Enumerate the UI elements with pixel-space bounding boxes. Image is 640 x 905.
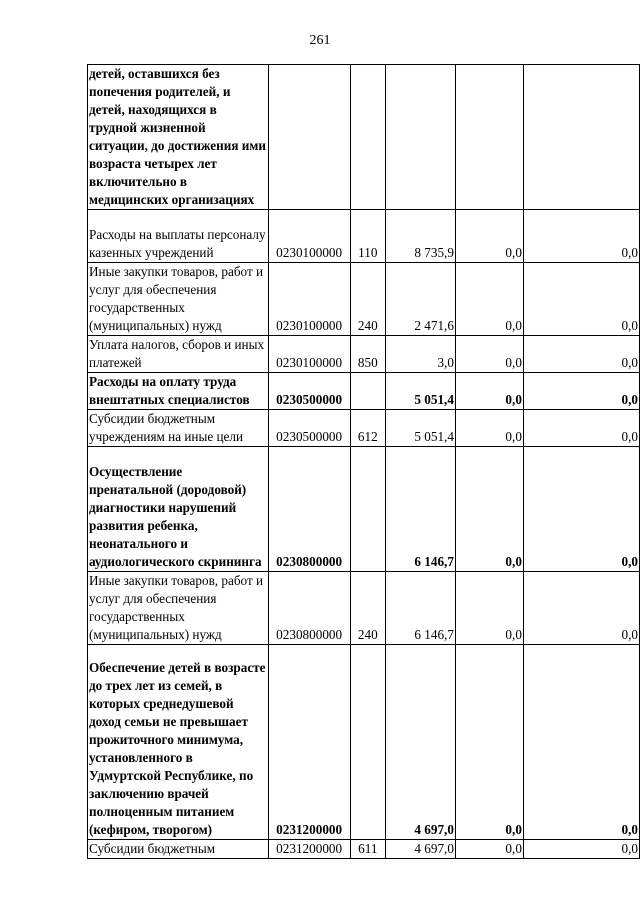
row-amount: 5 051,4	[385, 373, 455, 410]
row-value-3: 0,0	[523, 410, 639, 447]
row-value-3	[523, 65, 639, 210]
row-expense-type	[350, 65, 385, 210]
row-code: 0230100000	[268, 263, 350, 336]
row-name: Иные закупки товаров, работ и услуг для обеспечения государственных (муниципальных) нужд	[88, 572, 269, 645]
row-amount: 4 697,0	[385, 645, 455, 840]
row-code: 0230500000	[268, 410, 350, 447]
row-amount	[385, 65, 455, 210]
row-name: Иные закупки товаров, работ и услуг для обеспечения государственных (муниципальных) нужд	[88, 263, 269, 336]
row-value-3: 0,0	[523, 572, 639, 645]
row-name: Расходы на оплату труда внештатных специалистов	[88, 373, 269, 410]
row-value-2: 0,0	[455, 410, 523, 447]
budget-table	[87, 64, 640, 859]
row-value-2: 0,0	[455, 447, 523, 572]
row-name: Субсидии бюджетным учреждениям на иные цели	[88, 410, 269, 447]
table-row	[88, 210, 640, 263]
row-name-text: детей, оставшихся без попечения родителей, и детей, находящихся в трудной жизненной ситуации, до достижения ими возраста четырех лет включительно в медицинских организациях	[89, 66, 266, 207]
row-value-3: 0,0	[523, 373, 639, 410]
row-value-2: 0,0	[455, 572, 523, 645]
row-value-2: 0,0	[455, 336, 523, 373]
row-value-2: 0,0	[455, 645, 523, 840]
table-row	[88, 263, 640, 336]
row-amount: 8 735,9	[385, 210, 455, 263]
row-value-3: 0,0	[523, 840, 639, 859]
row-name: Расходы на выплаты персоналу казенных учреждений	[88, 210, 269, 263]
row-value-2: 0,0	[455, 263, 523, 336]
row-expense-type: 612	[350, 410, 385, 447]
table-row	[88, 840, 640, 859]
row-expense-type: 611	[350, 840, 385, 859]
row-name: Субсидии бюджетным	[88, 840, 269, 859]
row-code: 0230500000	[268, 373, 350, 410]
row-value-3: 0,0	[523, 645, 639, 840]
row-code: 0230100000	[268, 210, 350, 263]
table-row	[88, 373, 640, 410]
row-value-2: 0,0	[455, 373, 523, 410]
row-expense-type: 850	[350, 336, 385, 373]
row-name: Осуществление пренатальной (дородовой) диагностики нарушений развития ребенка, неонатального и аудиологического скрининга	[88, 447, 269, 572]
table-row	[88, 447, 640, 572]
row-expense-type	[350, 447, 385, 572]
row-amount: 3,0	[385, 336, 455, 373]
table-row	[88, 572, 640, 645]
row-name: Уплата налогов, сборов и иных платежей	[88, 336, 269, 373]
row-expense-type	[350, 373, 385, 410]
row-value-2: 0,0	[455, 840, 523, 859]
row-expense-type	[350, 645, 385, 840]
row-amount: 2 471,6	[385, 263, 455, 336]
row-name: Обеспечение детей в возрасте до трех лет из семей, в которых среднедушевой доход семьи не превышает прожиточного минимума, установленного в Удмуртской Республике, по заключению врачей полноценным питанием (кефиром, творогом)	[88, 645, 269, 840]
row-code: 0230800000	[268, 447, 350, 572]
row-expense-type: 240	[350, 263, 385, 336]
row-code: 0231200000	[268, 645, 350, 840]
row-value-3: 0,0	[523, 210, 639, 263]
table-row	[88, 336, 640, 373]
row-amount: 5 051,4	[385, 410, 455, 447]
row-expense-type: 110	[350, 210, 385, 263]
row-value-3: 0,0	[523, 263, 639, 336]
table-row	[88, 410, 640, 447]
row-code: 0230100000	[268, 336, 350, 373]
row-expense-type: 240	[350, 572, 385, 645]
row-amount: 6 146,7	[385, 447, 455, 572]
row-code	[268, 65, 350, 210]
table-row	[88, 65, 640, 210]
row-value-2	[455, 65, 523, 210]
row-amount: 4 697,0	[385, 840, 455, 859]
table-row	[88, 645, 640, 840]
row-name	[88, 65, 269, 210]
row-value-3: 0,0	[523, 447, 639, 572]
row-amount: 6 146,7	[385, 572, 455, 645]
row-code: 0230800000	[268, 572, 350, 645]
page-number: 261	[309, 33, 331, 48]
row-value-2: 0,0	[455, 210, 523, 263]
row-code: 0231200000	[268, 840, 350, 859]
row-value-3: 0,0	[523, 336, 639, 373]
